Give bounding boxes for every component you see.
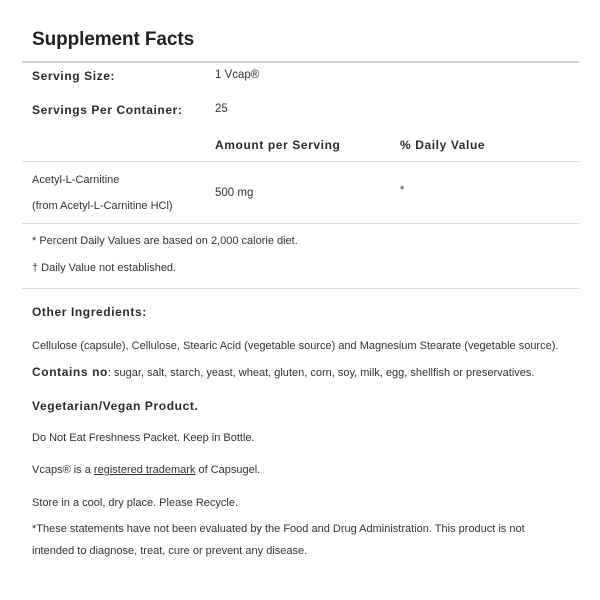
servings-per-container-label: Servings Per Container: — [32, 103, 183, 117]
trademark-note — [32, 464, 260, 476]
servings-per-container-value: 25 — [215, 103, 228, 115]
trademark-link[interactable]: registered trademark — [93, 464, 196, 476]
serving-size-value: 1 Vcap® — [215, 69, 260, 81]
fda-disclaimer-line-1: *These statements have not been evaluated by the Food and Drug Administration. This product is not — [32, 523, 525, 535]
amount-column-header: Amount per Serving — [215, 138, 341, 152]
contains-no-text: : sugar, salt, starch, yeast, wheat, gluten, corn, soy, milk, egg, shellfish or preservatives. — [107, 367, 535, 379]
page-title: Supplement Facts — [32, 29, 195, 50]
divider — [22, 161, 579, 162]
fda-disclaimer-line-2: intended to diagnose, treat, cure or prevent any disease. — [32, 545, 308, 557]
daily-value-column-header: % Daily Value — [400, 138, 486, 152]
nutrient-source: (from Acetyl-L-Carnitine HCl) — [32, 200, 173, 212]
contains-no-line — [32, 365, 534, 379]
other-ingredients-text: Cellulose (capsule), Cellulose, Stearic Acid (vegetable source) and Magnesium Stearate (vegetable source). — [32, 340, 559, 352]
freshness-note: Do Not Eat Freshness Packet. Keep in Bottle. — [32, 432, 255, 444]
vegetarian-label: Vegetarian/Vegan Product. — [32, 399, 199, 413]
serving-size-label: Serving Size: — [32, 69, 116, 83]
trademark-suffix: of Capsugel. — [195, 464, 261, 476]
storage-note: Store in a cool, dry place. Please Recycle. — [32, 497, 239, 509]
nutrient-daily-value: * — [400, 184, 405, 196]
footnote-not-established: † Daily Value not established. — [32, 262, 177, 274]
divider — [22, 61, 579, 63]
other-ingredients-label: Other Ingredients: — [32, 305, 147, 319]
trademark-prefix: Vcaps® is a — [32, 464, 94, 476]
divider — [22, 288, 579, 289]
contains-no-label: Contains no — [32, 365, 108, 379]
divider — [22, 223, 579, 224]
nutrient-amount: 500 mg — [215, 187, 254, 199]
footnote-percent-daily: * Percent Daily Values are based on 2,000 calorie diet. — [32, 235, 298, 247]
nutrient-name: Acetyl-L-Carnitine — [32, 174, 120, 186]
